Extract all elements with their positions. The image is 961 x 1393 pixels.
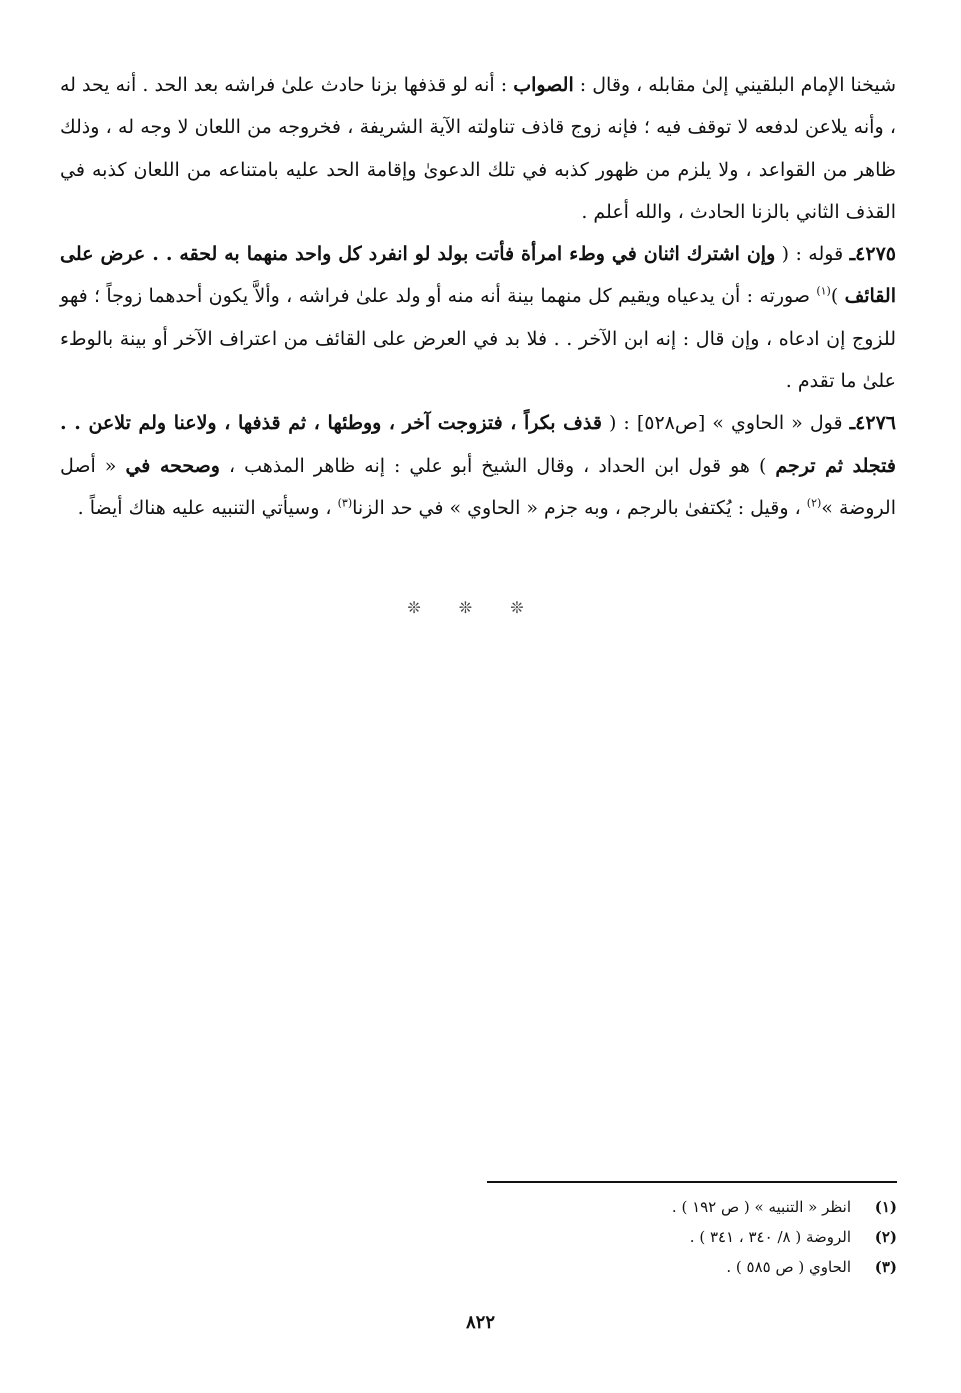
- footnote-number: (٢): [874, 1228, 897, 1246]
- footnote-text: انظر « التنبيه » ( ص ١٩٢ ) .: [671, 1198, 851, 1216]
- bold-term: الصواب: [513, 74, 574, 96]
- text-segment: صورته : أن يدعياه ويقيم كل منهما بينة أنه منه أو ولد علىٰ فراشه ، وألاَّ يكون أحدهما زوجاً ؛ فهو للزوج إن ادعاه ، وإن قال : إنه ابن الآخر . . فلا بد في العرض على القائف من اعتراف الآخر أو بينة بالوطء علىٰ ما تقدم .: [60, 285, 896, 393]
- footnote-text: الروضة ( ٨/ ٣٤٠ ، ٣٤١ ) .: [689, 1228, 851, 1246]
- footnote-ref[interactable]: (٢): [806, 496, 822, 510]
- paragraph-number: ٤٢٧٦ـ: [849, 412, 896, 435]
- star-icon: ❊: [510, 598, 554, 617]
- footnote-divider: [487, 1181, 897, 1183]
- text-segment: ، وسيأتي التنبيه عليه هناك أيضاً .: [77, 496, 338, 519]
- footnote-ref[interactable]: (١): [816, 285, 831, 299]
- text-segment: ): [830, 285, 845, 308]
- quoted-text: قذف بكراً ، فتزوجت آخر ، ووطئها ، ثم قذفها ، ولاعنا ولم تلاعن . . فتجلد ثم ترجم: [60, 412, 896, 477]
- page-number: ٨٢٢: [465, 1312, 495, 1333]
- footnote-number: (١): [874, 1198, 897, 1216]
- text-segment: « أصل الروضة »: [60, 454, 896, 519]
- main-text-body: [60, 64, 896, 529]
- text-segment: ) هو قول ابن الحداد ، وقال الشيخ أبو علي : إنه ظاهر المذهب ،: [219, 454, 776, 477]
- footnotes: [460, 1192, 897, 1282]
- paragraph: [60, 233, 896, 402]
- section-separator: [0, 598, 961, 617]
- quoted-text: وإن اشترك اثنان في وطء امرأة فأتت بولد لو انفرد كل واحد منهما به لحقه . . عرض على القائف: [60, 243, 896, 308]
- footnote-item: [460, 1252, 897, 1282]
- footnote-number: (٣): [874, 1258, 897, 1276]
- star-icon: ❊: [407, 598, 451, 617]
- paragraph-number: ٤٢٧٥ـ: [849, 243, 896, 266]
- star-icon: ❊: [458, 598, 503, 617]
- text-segment: ، وقيل : يُكتفىٰ بالرجم ، وبه جزم « الحاوي » في حد الزنا: [352, 496, 807, 519]
- text-segment: قول « الحاوي » [ص٥٢٨] : (: [601, 412, 850, 435]
- footnote-item: [460, 1192, 897, 1222]
- paragraph: [60, 402, 896, 529]
- paragraph: [60, 64, 896, 233]
- text-segment: شيخنا الإمام البلقيني إلىٰ مقابله ، وقال :: [573, 74, 896, 96]
- footnote-text: الحاوي ( ص ٥٨٥ ) .: [726, 1258, 851, 1276]
- bold-term: وصححه في: [125, 454, 220, 477]
- footnote-ref[interactable]: (٣): [337, 496, 353, 510]
- text-segment: قوله : (: [775, 243, 850, 266]
- footnote-item: [460, 1222, 897, 1252]
- text-segment: : أنه لو قذفها بزنا حادث علىٰ فراشه بعد الحد . أنه يحد له ، وأنه يلاعن لدفعه لا توقف فيه ؛ فإنه زوج قاذف تناولته الآية الشريفة ، فخروجه من اللعان لا وجه له ، وذلك ظاهر من القواعد ، ولا يلزم من ظهور كذبه في تلك الدعوىٰ وإقامة الحد عليه بامتناعه من اللعان كذبه في القذف الثاني بالزنا الحادث ، والله أعلم .: [60, 74, 896, 223]
